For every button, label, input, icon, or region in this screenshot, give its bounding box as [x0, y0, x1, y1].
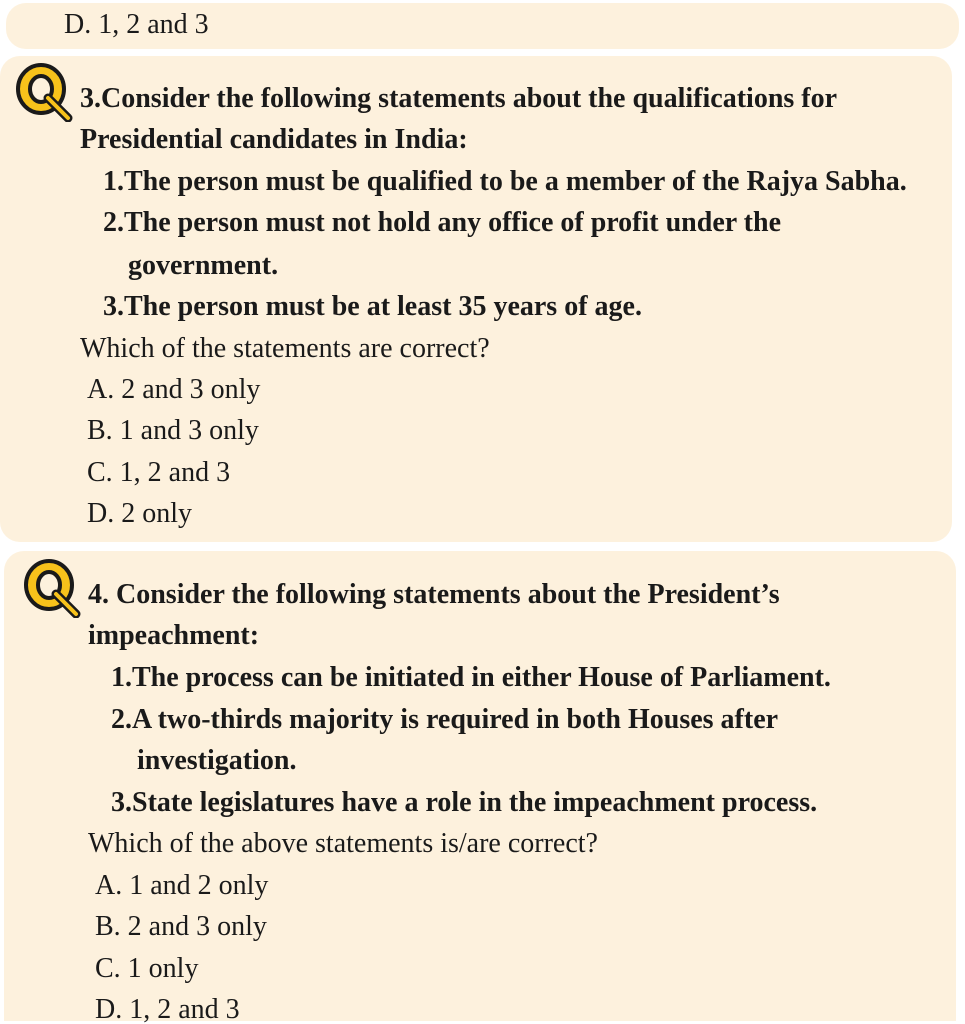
statement-text: A two-thirds majority is required in both Houses after	[132, 704, 779, 735]
option-b: B. 1 and 3 only	[87, 415, 259, 446]
statement-number: 1.	[111, 662, 132, 693]
question-3-card	[0, 56, 952, 542]
option-d: D. 2 only	[87, 498, 192, 529]
statement-2-continuation: investigation.	[137, 745, 297, 776]
q-badge-icon	[12, 60, 74, 122]
question-3-prompt: Which of the statements are correct?	[80, 333, 490, 364]
statement-number: 3.	[103, 291, 124, 322]
question-4-title-line-2: impeachment:	[88, 620, 260, 651]
previous-question-card	[6, 3, 959, 49]
statement-2-continuation: government.	[128, 250, 279, 281]
question-4-title-line-1: 4. Consider the following statements about the President’s	[88, 579, 780, 610]
option-a: A. 1 and 2 only	[95, 870, 269, 901]
statement-1	[103, 165, 907, 199]
question-3-title-line-1: 3.Consider the following statements about the qualifications for	[80, 83, 838, 114]
question-3-title-line-2: Presidential candidates in India:	[80, 124, 468, 155]
option-d: D. 1, 2 and 3	[95, 994, 240, 1024]
statement-text: The person must not hold any office of profit under the	[124, 207, 782, 238]
option-c: C. 1 only	[95, 953, 199, 984]
statement-3	[103, 290, 642, 324]
statement-text: State legislatures have a role in the impeachment process.	[132, 787, 818, 818]
statement-number: 2.	[111, 704, 132, 735]
statement-text: The person must be at least 35 years of age.	[124, 291, 642, 322]
statement-text: The process can be initiated in either House of Parliament.	[132, 662, 831, 693]
statement-3	[111, 786, 817, 820]
statement-number: 1.	[103, 166, 124, 197]
option-c: C. 1, 2 and 3	[87, 457, 231, 488]
statement-number: 2.	[103, 207, 124, 238]
statement-2	[103, 206, 781, 240]
statement-text: The person must be qualified to be a member of the Rajya Sabha.	[124, 166, 907, 197]
option-b: B. 2 and 3 only	[95, 911, 267, 942]
statement-number: 3.	[111, 787, 132, 818]
statement-1	[111, 661, 831, 695]
statement-2	[111, 703, 778, 737]
question-4-prompt: Which of the above statements is/are correct?	[88, 828, 598, 859]
q-badge-icon	[20, 556, 82, 618]
option-d: D. 1, 2 and 3	[64, 9, 209, 40]
option-a: A. 2 and 3 only	[87, 374, 261, 405]
question-4-card	[4, 551, 956, 1024]
